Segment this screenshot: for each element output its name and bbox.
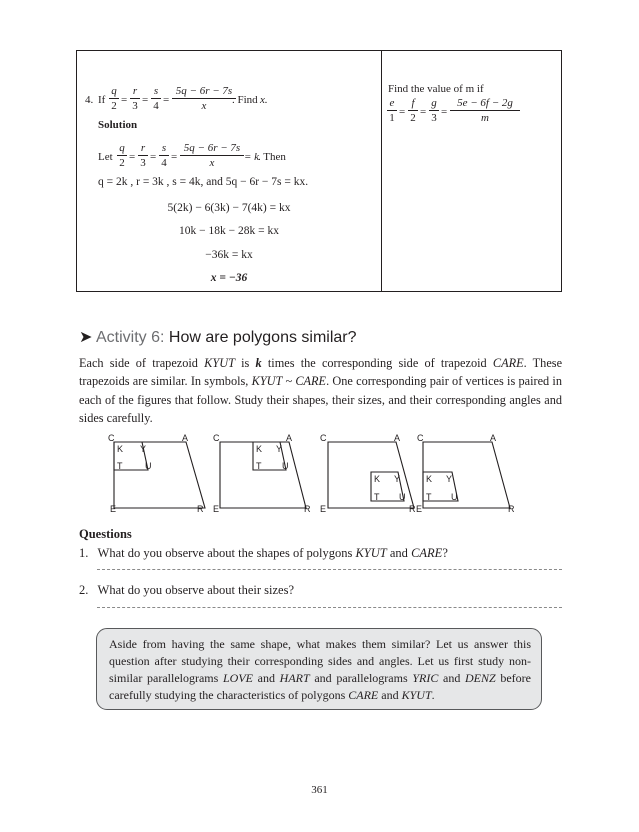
page-number: 361: [311, 784, 328, 796]
label-r: R: [508, 504, 515, 514]
equals-sign: =: [142, 94, 149, 106]
label-k: K: [117, 444, 124, 454]
label-c: C: [320, 433, 327, 443]
equals-sign: =: [441, 106, 448, 118]
exercise-prompt: Find the value of m if: [388, 83, 484, 95]
activity-title: How are polygons similar?: [168, 329, 357, 346]
fraction-q-2: q 2: [109, 85, 119, 112]
fraction-expr-x: 5q − 6r − 7s x: [180, 142, 244, 169]
fraction-r-3: r 3: [138, 142, 148, 169]
if-word: If: [98, 94, 106, 106]
fraction-expr-x: 5q − 6r − 7s x: [172, 85, 236, 112]
label-e: E: [416, 504, 423, 514]
answer-line-1[interactable]: [97, 569, 562, 570]
example-table: [76, 50, 562, 292]
label-u: U: [399, 492, 406, 502]
find-text: . Find: [232, 94, 258, 106]
label-c: C: [108, 433, 115, 443]
label-a: A: [182, 433, 189, 443]
label-k: K: [426, 474, 433, 484]
label-t: T: [426, 492, 432, 502]
arrow-icon: ➤: [79, 329, 93, 346]
note-box: Aside from having the same shape, what makes them similar? Let us answer this question after studying their corresponding sides and angles. Let us first study non-similar parallelograms LOVE and HART and parallelograms YRIC and DENZ before carefully studying the characteristics of polygons CARE and KYUT.: [96, 628, 542, 710]
label-a: A: [286, 433, 293, 443]
label-a: A: [490, 433, 497, 443]
label-y: Y: [140, 444, 147, 454]
trapezoid-care-2: [220, 442, 306, 508]
fraction-q-2: q 2: [117, 142, 127, 169]
fraction-s-4: s 4: [159, 142, 169, 169]
label-e: E: [110, 504, 117, 514]
trapezoid-care-1: [114, 442, 205, 508]
label-y: Y: [394, 474, 401, 484]
activity-heading: [79, 327, 357, 347]
table-divider: [381, 51, 382, 291]
fraction-s-4: s 4: [151, 85, 161, 112]
intro-paragraph: Each side of trapezoid KYUT is k times the corresponding side of trapezoid CARE. These trapezoids are similar. In symbols, KYUT ~ CARE. One corresponding pair of vertices is paired in each of the figures that follow. Study their shapes, their sizes, and their corresponding angles and sides carefully.: [79, 356, 563, 426]
label-k: K: [256, 444, 263, 454]
fraction-r-3: r 3: [130, 85, 140, 112]
solution-answer: x = −36: [210, 272, 248, 284]
equals-sign: =: [129, 151, 136, 163]
label-r: R: [409, 504, 416, 514]
equals-k: = k: [244, 151, 260, 163]
solution-line-2: 5(2k) − 6(3k) − 7(4k) = kx: [167, 202, 291, 214]
find-var: x.: [260, 94, 268, 106]
equals-sign: =: [121, 94, 128, 106]
label-t: T: [256, 461, 262, 471]
trapezoid-care-4: [423, 442, 510, 508]
label-u: U: [145, 461, 152, 471]
label-c: C: [213, 433, 220, 443]
label-t: T: [117, 461, 123, 471]
questions-heading: Questions: [79, 527, 132, 541]
solution-line-4: −36k = kx: [205, 249, 253, 261]
question-1: 1. What do you observe about the shapes of polygons KYUT and CARE?: [79, 546, 448, 560]
equals-sign: =: [150, 151, 157, 163]
let-word: Let: [98, 151, 113, 163]
label-k: K: [374, 474, 381, 484]
activity-label: Activity 6:: [95, 329, 165, 346]
equals-sign: =: [171, 151, 178, 163]
label-u: U: [451, 492, 458, 502]
label-a: A: [394, 433, 401, 443]
then-text: . Then: [258, 151, 286, 163]
label-c: C: [417, 433, 424, 443]
fraction-expr-m: 5e − 6f − 2g m: [450, 97, 520, 124]
equals-sign: =: [420, 106, 427, 118]
question-2: 2. What do you observe about their sizes?: [79, 583, 294, 597]
label-r: R: [304, 504, 311, 514]
fraction-f-2: f 2: [408, 97, 418, 124]
label-t: T: [374, 492, 380, 502]
solution-line-1: q = 2k , r = 3k , s = 4k, and 5q − 6r − 7s = kx.: [98, 176, 309, 188]
label-y: Y: [446, 474, 453, 484]
example-number: 4.: [85, 94, 94, 106]
equals-sign: =: [399, 106, 406, 118]
answer-line-2[interactable]: [97, 607, 562, 608]
fraction-e-1: e 1: [387, 97, 397, 124]
solution-line-3: 10k − 18k − 28k = kx: [179, 225, 279, 237]
label-e: E: [320, 504, 327, 514]
label-r: R: [197, 504, 204, 514]
label-y: Y: [276, 444, 283, 454]
fraction-g-3: g 3: [429, 97, 439, 124]
label-e: E: [213, 504, 220, 514]
label-u: U: [282, 461, 289, 471]
solution-heading: Solution: [98, 119, 138, 131]
equals-sign: =: [163, 94, 170, 106]
